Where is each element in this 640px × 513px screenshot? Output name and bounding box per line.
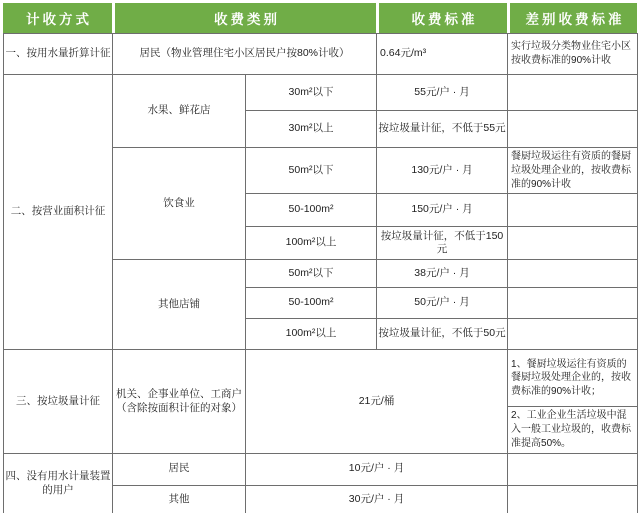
cell-standard: 55元/户 · 月: [377, 75, 508, 111]
table-header-row: [3, 3, 637, 33]
cell-method-section3: 三、按垃圾量计征: [4, 350, 113, 453]
cell-category-organizations: 机关、企事业单位、工商户（含除按面积计征的对象）: [113, 350, 246, 453]
cell-differential-note1: 1、餐厨垃圾运往有资质的餐厨垃圾处理企业的，按收费标准的90%计收；: [508, 350, 638, 407]
cell-differential-empty: [508, 194, 638, 227]
cell-category-resident: 居民: [113, 453, 246, 485]
cell-method-section1: 一、按用水量折算计征: [4, 34, 113, 75]
table-row: [4, 75, 638, 111]
cell-differential-empty: [508, 75, 638, 111]
cell-area: 50-100m²: [246, 288, 377, 319]
cell-method-section4: 四、没有用水计量装置的用户: [4, 453, 113, 513]
cell-area: 30m²以上: [246, 111, 377, 148]
cell-group-food-service: 饮食业: [113, 148, 246, 260]
cell-differential-empty: [508, 111, 638, 148]
cell-method-section2: 二、按营业面积计征: [4, 75, 113, 350]
cell-group-other-shops: 其他店铺: [113, 260, 246, 350]
table-row: [4, 453, 638, 485]
cell-group-fruit-flower: 水果、鲜花店: [113, 75, 246, 148]
cell-differential-sorting: 实行垃圾分类物业住宅小区按收费标准的90%计收: [508, 34, 638, 75]
fee-table: [3, 33, 638, 513]
cell-standard: 50元/户 · 月: [377, 288, 508, 319]
cell-area: 50m²以下: [246, 260, 377, 288]
cell-standard: 150元/户 · 月: [377, 194, 508, 227]
cell-differential-note2: 2、工业企业生活垃圾中混入一般工业垃圾的，收费标准提高50%。: [508, 407, 638, 453]
header-cell-differential: 差别收费标准: [507, 3, 637, 33]
cell-standard-per-bin: 21元/桶: [246, 350, 508, 453]
cell-differential-empty: [508, 227, 638, 260]
cell-standard: 30元/户 · 月: [246, 485, 508, 513]
header-cell-method: 计收方式: [3, 3, 112, 33]
cell-area: 100m²以上: [246, 319, 377, 350]
cell-standard: 130元/户 · 月: [377, 148, 508, 194]
cell-standard: 10元/户 · 月: [246, 453, 508, 485]
cell-area: 100m²以上: [246, 227, 377, 260]
header-cell-category: 收费类别: [112, 3, 376, 33]
cell-differential-empty: [508, 319, 638, 350]
cell-differential-empty: [508, 260, 638, 288]
cell-standard: 38元/户 · 月: [377, 260, 508, 288]
cell-differential-empty: [508, 485, 638, 513]
cell-category-resident: 居民（物业管理住宅小区居民户按80%计收）: [113, 34, 377, 75]
table-row: [4, 34, 638, 75]
cell-standard: 按垃圾量计征，不低于150元: [377, 227, 508, 260]
cell-area: 50-100m²: [246, 194, 377, 227]
table-row: [4, 350, 638, 407]
cell-standard: 按垃圾量计征，不低于50元: [377, 319, 508, 350]
cell-standard-water: 0.64元/m³: [377, 34, 508, 75]
cell-standard: 按垃圾量计征，不低于55元: [377, 111, 508, 148]
header-cell-standard: 收费标准: [376, 3, 507, 33]
cell-differential-empty: [508, 453, 638, 485]
cell-differential-kitchen-waste: 餐厨垃圾运往有资质的餐厨垃圾处理企业的，按收费标准的90%计收: [508, 148, 638, 194]
cell-differential-empty: [508, 288, 638, 319]
cell-category-other: 其他: [113, 485, 246, 513]
cell-area: 50m²以下: [246, 148, 377, 194]
cell-area: 30m²以下: [246, 75, 377, 111]
